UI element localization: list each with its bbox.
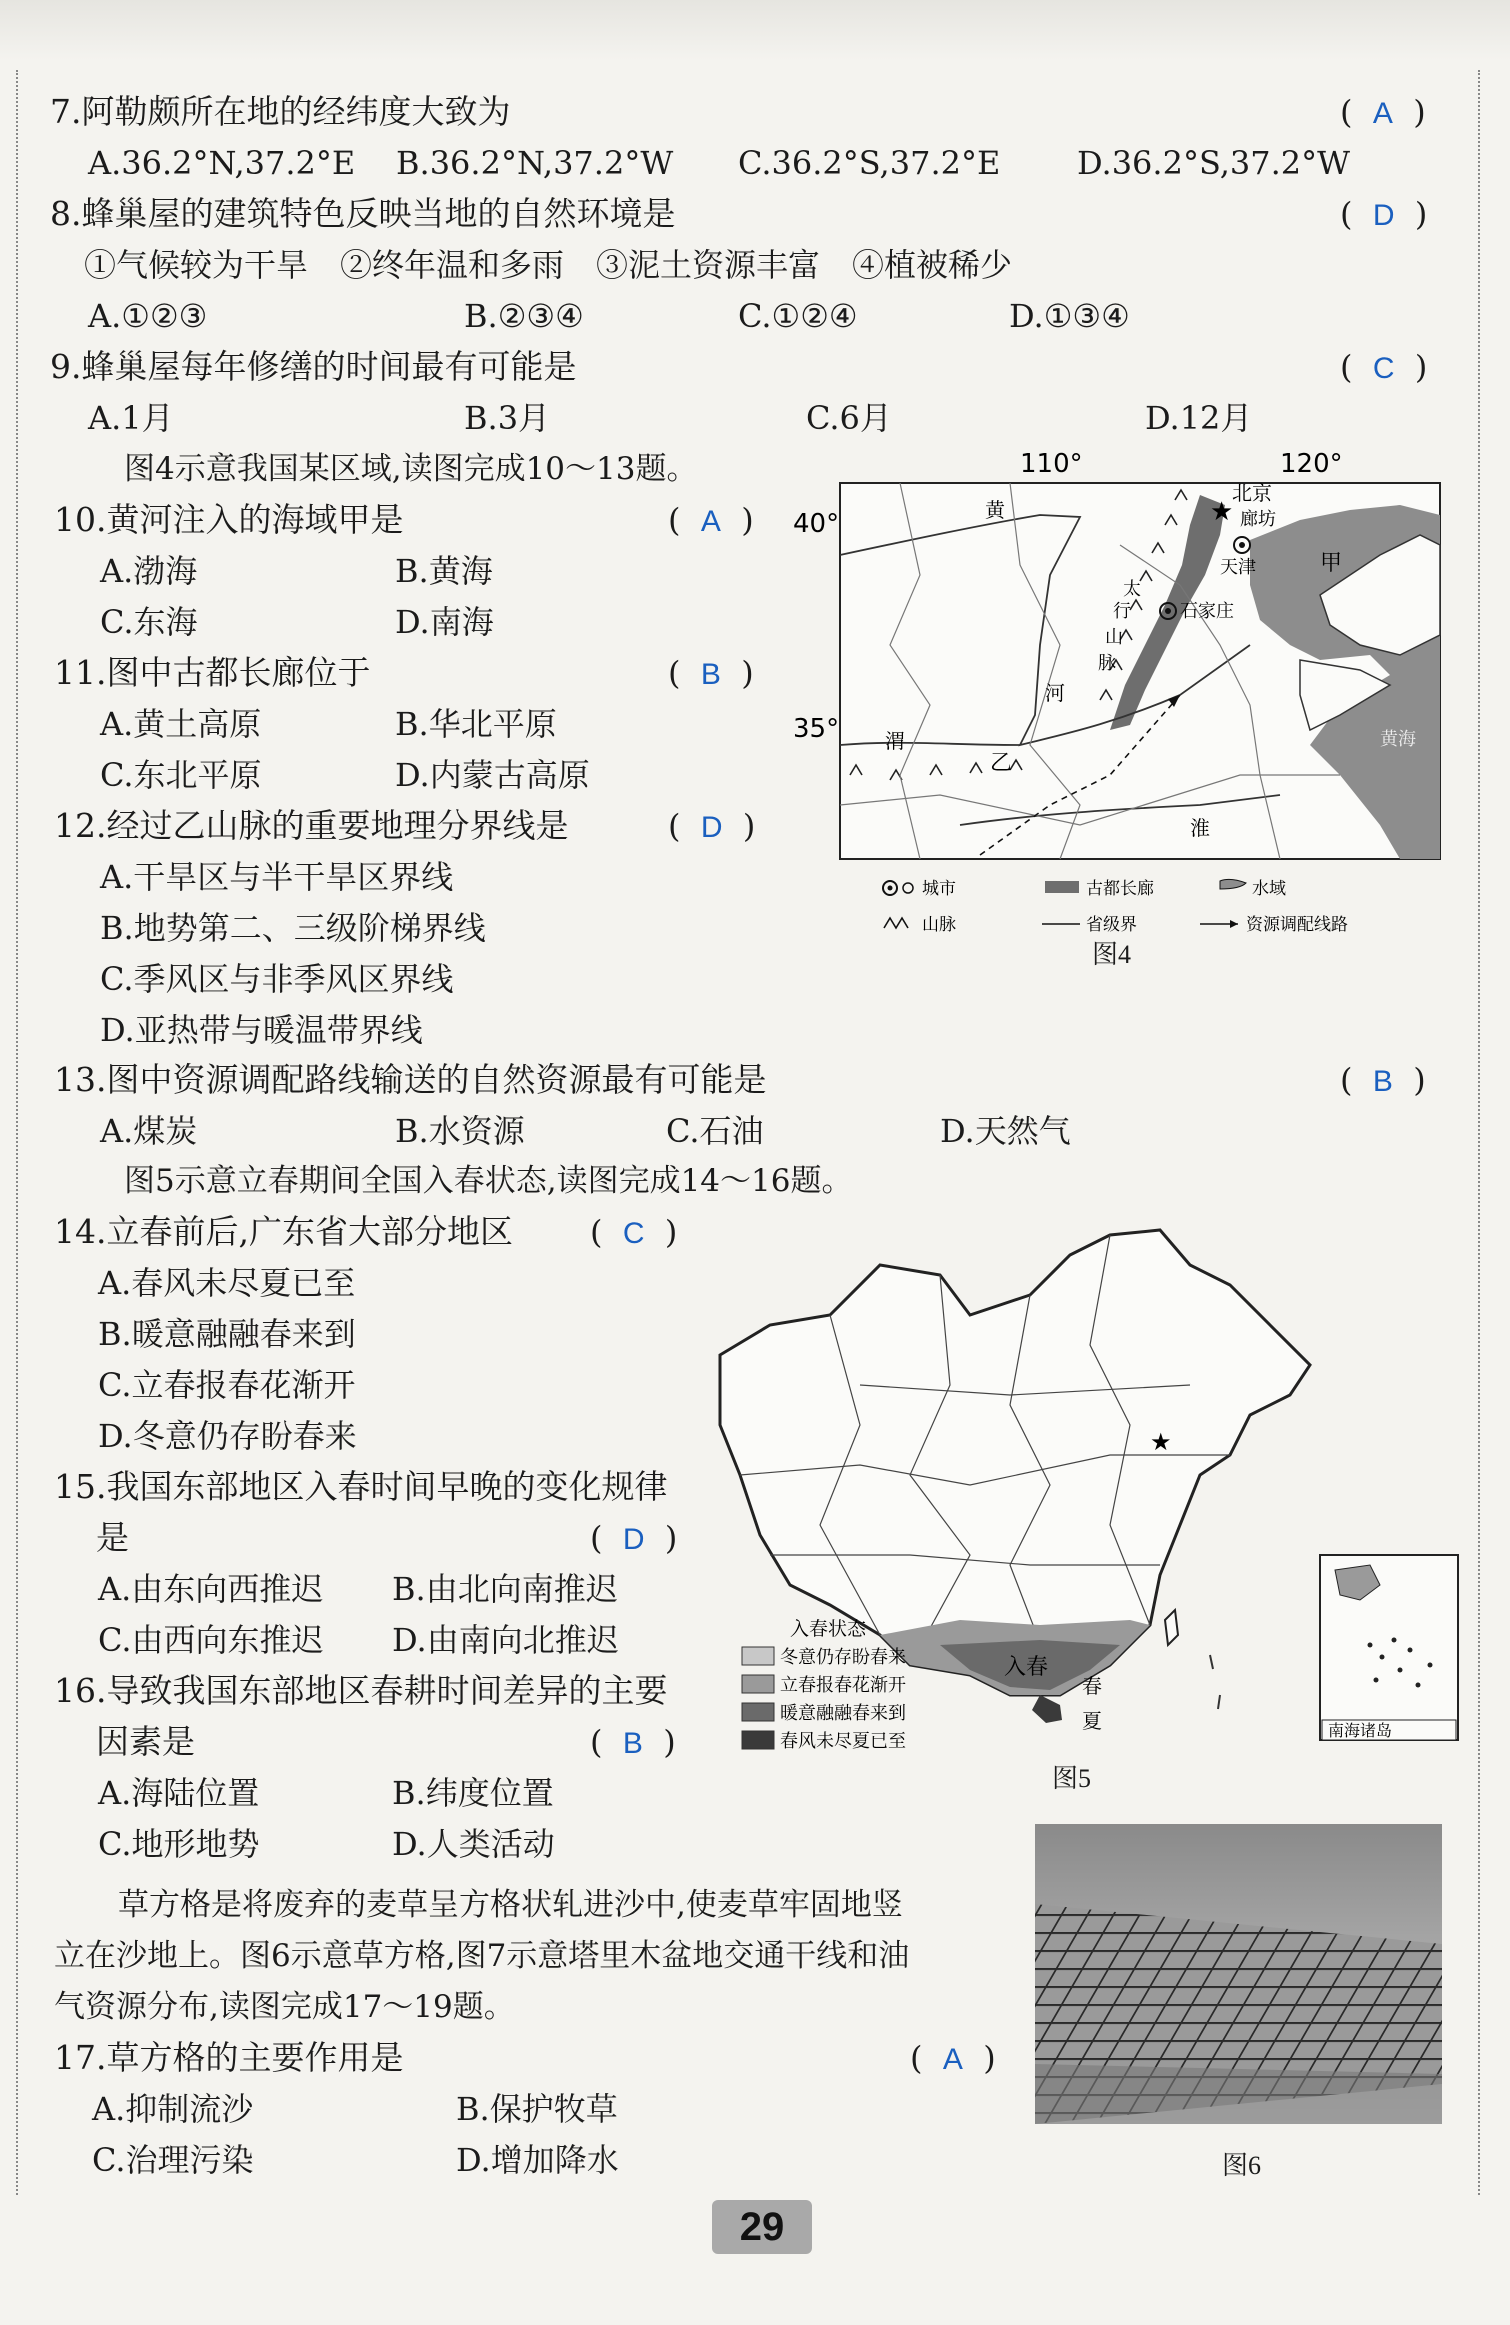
intro-fig6-line3: 气资源分布,读图完成17～19题。 bbox=[54, 1989, 515, 2025]
inset-label: 南海诸岛 bbox=[1328, 1721, 1393, 1740]
q13-option-a: A.煤炭 bbox=[100, 1112, 198, 1150]
scan-edge bbox=[0, 0, 1510, 60]
fig5-legend bbox=[742, 1647, 906, 1752]
q9-stem: 9.蜂巢屋每年修缮的时间最有可能是 bbox=[50, 347, 577, 386]
q16-option-b: B.纬度位置 bbox=[392, 1774, 554, 1812]
q15-stem-line1: 15.我国东部地区入春时间早晚的变化规律 bbox=[54, 1467, 668, 1506]
q8-answer: ( D ) bbox=[1340, 195, 1428, 233]
q16-answer: ( B ) bbox=[590, 1723, 676, 1761]
intro-fig5: 图5示意立春期间全国入春状态,读图完成14～16题。 bbox=[124, 1163, 853, 1199]
huai-label: 淮 bbox=[1190, 816, 1210, 840]
q10-stem: 10.黄河注入的海域甲是 bbox=[54, 500, 404, 539]
q12-option-d: D.亚热带与暖温带界线 bbox=[100, 1011, 423, 1049]
q13-option-b: B.水资源 bbox=[395, 1112, 525, 1150]
legend-corridor: 古都长廊 bbox=[1086, 879, 1154, 899]
hainan-island bbox=[1032, 1695, 1062, 1723]
lat-40-label: 40° bbox=[793, 509, 840, 539]
figure-5-caption: 图5 bbox=[1052, 1764, 1092, 1793]
q16-option-c: C.地形地势 bbox=[98, 1825, 260, 1863]
figure-6-caption: 图6 bbox=[1222, 2151, 1262, 2180]
q15-option-b: B.由北向南推迟 bbox=[392, 1570, 618, 1608]
capital-star: ★ bbox=[1150, 1428, 1172, 1456]
q12-option-c: C.季风区与非季风区界线 bbox=[100, 960, 454, 998]
q16-option-a: A.海陆位置 bbox=[98, 1774, 260, 1812]
q17-option-c: C.治理污染 bbox=[92, 2141, 254, 2179]
figure-4-map bbox=[780, 445, 1460, 955]
nine-dash-fragments bbox=[1210, 1655, 1220, 1709]
legend-route: 资源调配线路 bbox=[1246, 915, 1348, 935]
q17-stem: 17.草方格的主要作用是 bbox=[54, 2038, 404, 2077]
huang-label: 黄 bbox=[985, 498, 1005, 522]
q13-stem: 13.图中资源调配路线输送的自然资源最有可能是 bbox=[54, 1060, 767, 1099]
tai-label: 太 bbox=[1123, 579, 1141, 600]
shan-label: 山 bbox=[1105, 627, 1123, 648]
q14-stem: 14.立春前后,广东省大部分地区 bbox=[54, 1212, 513, 1251]
q7-option-c: C.36.2°S,37.2°E bbox=[738, 144, 1001, 182]
he-label: 河 bbox=[1045, 681, 1065, 705]
q14-option-a: A.春风未尽夏已至 bbox=[98, 1264, 356, 1302]
intro-fig6-line1: 草方格是将废弃的麦草呈方格状轧进沙中,使麦草牢固地竖 bbox=[118, 1887, 903, 1923]
q10-option-a: A.渤海 bbox=[100, 552, 198, 590]
q13-option-c: C.石油 bbox=[666, 1112, 764, 1150]
q14-option-d: D.冬意仍存盼春来 bbox=[98, 1417, 357, 1455]
beijing-label: 北京 bbox=[1232, 481, 1272, 505]
q8-items: ①气候较为干旱 ②终年温和多雨 ③泥土资源丰富 ④植被稀少 bbox=[84, 246, 1013, 284]
q8-option-d: D.①③④ bbox=[1009, 297, 1130, 335]
q14-answer: ( C ) bbox=[590, 1213, 678, 1251]
q16-stem-line2: 因素是 bbox=[96, 1722, 195, 1761]
hang-label: 行 bbox=[1113, 601, 1131, 622]
q15-answer: ( D ) bbox=[590, 1519, 678, 1557]
left-margin-line bbox=[16, 70, 18, 2195]
q8-option-a: A.①②③ bbox=[88, 297, 208, 335]
figure-6-straw-checkerboard-photo bbox=[1035, 1824, 1442, 2124]
q9-answer: ( C ) bbox=[1340, 348, 1428, 386]
q10-option-c: C.东海 bbox=[100, 603, 198, 641]
jia-label: 甲 bbox=[1320, 551, 1343, 576]
right-margin-line bbox=[1478, 70, 1480, 2195]
legend-li-chun: 立春报春花渐开 bbox=[780, 1675, 906, 1696]
lat-35-label: 35° bbox=[793, 714, 840, 744]
q11-option-d: D.内蒙古高原 bbox=[395, 756, 590, 794]
q13-option-d: D.天然气 bbox=[940, 1112, 1071, 1150]
q17-answer: ( A ) bbox=[910, 2039, 996, 2077]
q10-answer: ( A ) bbox=[668, 501, 754, 539]
q11-option-a: A.黄土高原 bbox=[100, 705, 262, 743]
q11-option-c: C.东北平原 bbox=[100, 756, 262, 794]
q7-option-b: B.36.2°N,37.2°W bbox=[396, 144, 674, 182]
q7-option-d: D.36.2°S,37.2°W bbox=[1077, 144, 1351, 182]
legend-mountain: 山脉 bbox=[922, 915, 956, 935]
q15-option-d: D.由南向北推迟 bbox=[392, 1621, 619, 1659]
xia-label: 夏 bbox=[1082, 1709, 1102, 1733]
q8-stem: 8.蜂巢屋的建筑特色反映当地的自然环境是 bbox=[50, 194, 676, 233]
q17-option-a: A.抑制流沙 bbox=[92, 2090, 254, 2128]
chun-label: 春 bbox=[1082, 1674, 1102, 1698]
q16-option-d: D.人类活动 bbox=[392, 1825, 555, 1863]
q14-option-b: B.暖意融融春来到 bbox=[98, 1315, 356, 1353]
mai-label: 脉 bbox=[1098, 653, 1116, 674]
legend-dong-yi: 冬意仍存盼春来 bbox=[780, 1647, 906, 1668]
q15-option-c: C.由西向东推迟 bbox=[98, 1621, 324, 1659]
q11-stem: 11.图中古都长廊位于 bbox=[54, 653, 371, 692]
ruchun-label: 入春 bbox=[1004, 1655, 1049, 1680]
q8-option-c: C.①②④ bbox=[738, 297, 858, 335]
q11-answer: ( B ) bbox=[668, 654, 754, 692]
q8-option-b: B.②③④ bbox=[464, 297, 584, 335]
q10-option-d: D.南海 bbox=[395, 603, 494, 641]
q9-option-b: B.3月 bbox=[464, 399, 551, 437]
legend-boundary: 省级界 bbox=[1086, 915, 1137, 935]
q7-option-a: A.36.2°N,37.2°E bbox=[88, 144, 356, 182]
legend-nuan-yi: 暖意融融春来到 bbox=[780, 1703, 906, 1724]
beijing-star: ★ bbox=[1210, 497, 1234, 527]
q11-option-b: B.华北平原 bbox=[395, 705, 557, 743]
intro-fig4: 图4示意我国某区域,读图完成10～13题。 bbox=[124, 451, 698, 487]
wei-label: 渭 bbox=[885, 729, 905, 753]
legend-chun-feng: 春风未尽夏已至 bbox=[780, 1731, 906, 1752]
q15-stem-line2: 是 bbox=[96, 1518, 129, 1557]
q14-option-c: C.立春报春花渐开 bbox=[98, 1366, 356, 1404]
lon-110-label: 110° bbox=[1020, 449, 1083, 479]
lon-120-label: 120° bbox=[1280, 449, 1343, 479]
q15-option-a: A.由东向西推迟 bbox=[98, 1570, 324, 1608]
shijiazhuang-label: 石家庄 bbox=[1180, 601, 1234, 622]
q9-option-a: A.1月 bbox=[88, 399, 174, 437]
figure-5-china-map bbox=[710, 1225, 1470, 1755]
q12-option-a: A.干旱区与半干旱区界线 bbox=[100, 858, 454, 896]
tianjin-label: 天津 bbox=[1220, 557, 1256, 578]
q16-stem-line1: 16.导致我国东部地区春耕时间差异的主要 bbox=[54, 1671, 668, 1710]
q12-answer: ( D ) bbox=[668, 807, 756, 845]
q7-stem: 7.阿勒颇所在地的经纬度大致为 bbox=[50, 92, 511, 131]
q12-stem: 12.经过乙山脉的重要地理分界线是 bbox=[54, 806, 569, 845]
q17-option-b: B.保护牧草 bbox=[456, 2090, 618, 2128]
q9-option-d: D.12月 bbox=[1145, 399, 1253, 437]
taiwan-island bbox=[1165, 1610, 1178, 1645]
huanghai-label: 黄海 bbox=[1380, 729, 1416, 750]
q12-option-b: B.地势第二、三级阶梯界线 bbox=[100, 909, 486, 947]
yi-label: 乙 bbox=[990, 751, 1013, 776]
langfang-label: 廊坊 bbox=[1240, 509, 1276, 530]
intro-fig6-line2: 立在沙地上。图6示意草方格,图7示意塔里木盆地交通干线和油 bbox=[54, 1938, 910, 1974]
fig5-legend-title: 入春状态 bbox=[790, 1618, 867, 1640]
q7-answer: ( A ) bbox=[1340, 93, 1426, 131]
q10-option-b: B.黄海 bbox=[395, 552, 493, 590]
legend-water: 水域 bbox=[1252, 879, 1286, 899]
q9-option-c: C.6月 bbox=[806, 399, 892, 437]
q13-answer: ( B ) bbox=[1340, 1061, 1426, 1099]
figure-4-caption: 图4 bbox=[1092, 940, 1132, 969]
q17-option-d: D.增加降水 bbox=[456, 2141, 619, 2179]
page-number: 29 bbox=[712, 2200, 812, 2254]
legend-city: 城市 bbox=[922, 879, 956, 899]
fig4-legend bbox=[883, 879, 1348, 935]
